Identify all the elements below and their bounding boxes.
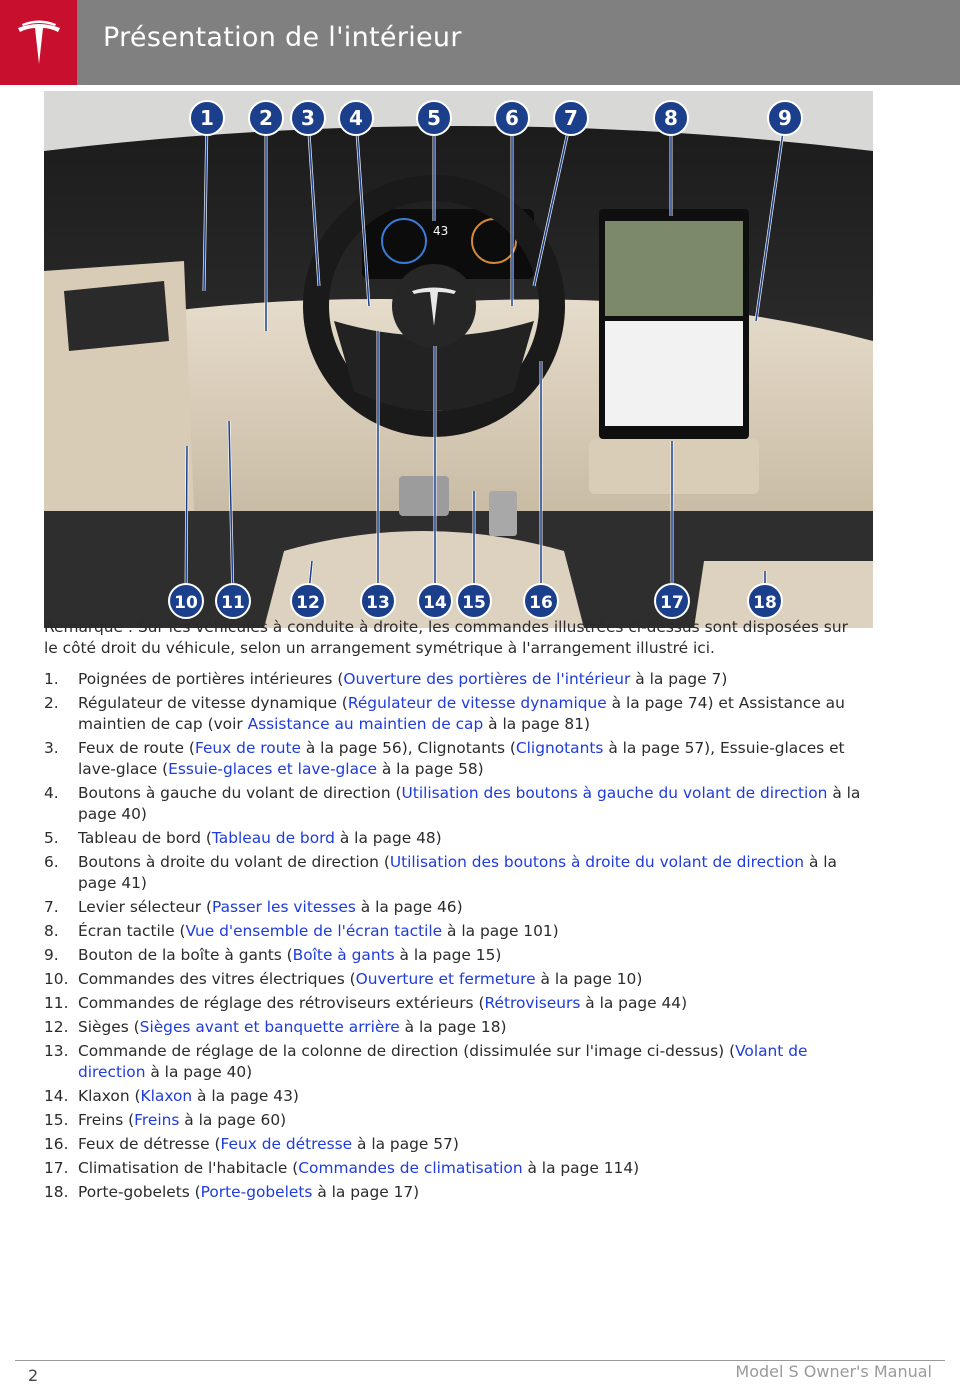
list-item-text: à la page 40) <box>145 1063 253 1081</box>
callout-number: 6 <box>505 106 519 130</box>
list-item-number: 18. <box>44 1183 69 1201</box>
list-item-text: Feux de détresse ( <box>78 1135 221 1153</box>
list-item-text: Sièges ( <box>78 1018 140 1036</box>
list-item <box>44 1110 864 1131</box>
list-item-number: 2. <box>44 694 59 712</box>
list-item-text: Commandes des vitres électriques ( <box>78 970 356 988</box>
callout-number: 7 <box>564 106 578 130</box>
list-item-text: à la page 57), Essuie-glaces et lave-glace ( <box>78 739 845 778</box>
cross-reference-link[interactable]: Ouverture et fermeture <box>355 970 536 988</box>
list-item-text: Boutons à gauche du volant de direction ( <box>78 784 402 802</box>
cross-reference-link[interactable]: Assistance au maintien de cap <box>247 715 484 733</box>
list-item <box>44 783 864 825</box>
cross-reference-link[interactable]: Volant de direction <box>78 1042 808 1081</box>
list-item-text: Bouton de la boîte à gants ( <box>78 946 293 964</box>
callout-number: 1 <box>200 106 214 130</box>
list-item-number: 13. <box>44 1042 69 1060</box>
callout-number: 15 <box>462 593 486 613</box>
list-item <box>44 852 864 894</box>
cross-reference-link[interactable]: Sièges avant et banquette arrière <box>139 1018 400 1036</box>
list-item-number: 17. <box>44 1159 69 1177</box>
list-item-text: à la page 60) <box>179 1111 287 1129</box>
tesla-logo-icon <box>14 18 64 68</box>
page-header <box>0 0 960 85</box>
list-item-text: Tableau de bord ( <box>78 829 212 847</box>
note-paragraph: Remarque : Sur les véhicules à conduite à droite, les commandes illustrées ci-dessus sont disposées sur le côté droit du véhicule, selon un arrangement symétrique à l'arrangement illustré ici. <box>44 618 848 657</box>
list-item-text: Porte-gobelets ( <box>78 1183 201 1201</box>
list-item-text: à la page 44) <box>580 994 688 1012</box>
list-item-text: à la page 15) <box>394 946 502 964</box>
list-item <box>44 1182 864 1203</box>
callout-number: 9 <box>778 106 792 130</box>
list-item-number: 3. <box>44 739 59 757</box>
callout-number: 10 <box>174 593 198 613</box>
cross-reference-link[interactable]: Clignotants <box>515 739 604 757</box>
list-item-text: Régulateur de vitesse dynamique ( <box>78 694 348 712</box>
list-item <box>44 693 864 735</box>
list-item-number: 5. <box>44 829 59 847</box>
list-item-text: à la page 10) <box>535 970 643 988</box>
list-item <box>44 969 864 990</box>
dashboard-image <box>44 91 873 628</box>
cross-reference-link[interactable]: Freins <box>134 1111 180 1129</box>
list-item-text: à la page 58) <box>376 760 484 778</box>
callout-number: 17 <box>660 593 684 613</box>
list-item-text: à la page 46) <box>355 898 463 916</box>
content-body <box>44 617 864 1206</box>
list-item-text: à la page 57) <box>352 1135 459 1153</box>
list-item <box>44 1086 864 1107</box>
list-item-text: Levier sélecteur ( <box>78 898 213 916</box>
callout-number: 13 <box>366 593 390 613</box>
cluster-speed: 43 <box>433 224 449 238</box>
list-item-text: Feux de route ( <box>78 739 195 757</box>
list-item-text: à la page 114) <box>522 1159 640 1177</box>
list-item-number: 9. <box>44 946 59 964</box>
list-item-text: Écran tactile ( <box>78 922 186 940</box>
cross-reference-link[interactable]: Feux de route <box>194 739 301 757</box>
cross-reference-link[interactable]: Tableau de bord <box>211 829 335 847</box>
list-item-text: à la page 56), Clignotants ( <box>300 739 516 757</box>
list-item-text: à la page 41) <box>78 853 837 892</box>
callout-number: 2 <box>259 106 273 130</box>
list-item-text: à la page 40) <box>78 784 861 823</box>
list-item <box>44 1017 864 1038</box>
callout-leader-line <box>186 446 187 601</box>
list-item-text: à la page 81) <box>483 715 590 733</box>
cross-reference-link[interactable]: Porte-gobelets <box>200 1183 313 1201</box>
cross-reference-link[interactable]: Utilisation des boutons à droite du volant de direction <box>389 853 805 871</box>
callout-number: 11 <box>221 593 245 613</box>
list-item <box>44 1134 864 1155</box>
cross-reference-link[interactable]: Utilisation des boutons à gauche du volant de direction <box>401 784 828 802</box>
list-item-number: 10. <box>44 970 69 988</box>
callout-number: 3 <box>301 106 315 130</box>
callout-number: 14 <box>423 593 447 613</box>
list-item-text: à la page 7) <box>630 670 728 688</box>
list-item-number: 11. <box>44 994 69 1012</box>
cross-reference-link[interactable]: Régulateur de vitesse dynamique <box>347 694 607 712</box>
cross-reference-link[interactable]: Commandes de climatisation <box>298 1159 523 1177</box>
list-item-number: 7. <box>44 898 59 916</box>
list-item <box>44 993 864 1014</box>
cross-reference-link[interactable]: Rétroviseurs <box>484 994 581 1012</box>
list-item-text: à la page 18) <box>399 1018 507 1036</box>
list-item-text: à la page 101) <box>442 922 559 940</box>
cross-reference-link[interactable]: Vue d'ensemble de l'écran tactile <box>185 922 443 940</box>
list-item-text: à la page 74) et Assistance au maintien de cap (voir <box>78 694 845 733</box>
list-item-text: à la page 43) <box>192 1087 299 1105</box>
cross-reference-link[interactable]: Boîte à gants <box>292 946 395 964</box>
manual-title: Model S Owner's Manual <box>735 1362 932 1381</box>
cross-reference-link[interactable]: Feux de détresse <box>220 1135 353 1153</box>
cross-reference-link[interactable]: Passer les vitesses <box>212 898 356 916</box>
list-item <box>44 921 864 942</box>
list-item <box>44 945 864 966</box>
list-item-text: Commandes de réglage des rétroviseurs extérieurs ( <box>78 994 485 1012</box>
tesla-logo <box>0 0 77 85</box>
list-item <box>44 738 864 780</box>
list-item-text: Commande de réglage de la colonne de direction (dissimulée sur l'image ci-dessus) ( <box>78 1042 736 1060</box>
list-item <box>44 897 864 918</box>
list-item <box>44 669 864 690</box>
list-item-text: à la page 48) <box>334 829 442 847</box>
list-item-text: Boutons à droite du volant de direction ( <box>78 853 390 871</box>
list-item-number: 15. <box>44 1111 69 1129</box>
list-item <box>44 828 864 849</box>
list-item-number: 8. <box>44 922 59 940</box>
callout-number: 16 <box>529 593 553 613</box>
cross-reference-link[interactable]: Klaxon <box>140 1087 193 1105</box>
list-item-text: Freins ( <box>78 1111 135 1129</box>
callout-number: 18 <box>753 593 777 613</box>
list-item-text: Klaxon ( <box>78 1087 141 1105</box>
page-number: 2 <box>28 1366 39 1385</box>
list-item-number: 16. <box>44 1135 69 1153</box>
callout-number: 5 <box>427 106 441 130</box>
component-list <box>44 669 864 1203</box>
list-item-number: 12. <box>44 1018 69 1036</box>
list-item-text: Climatisation de l'habitacle ( <box>78 1159 299 1177</box>
list-item-number: 6. <box>44 853 59 871</box>
interior-illustration <box>44 91 873 628</box>
list-item-number: 4. <box>44 784 59 802</box>
cross-reference-link[interactable]: Essuie-glaces et lave-glace <box>168 760 377 778</box>
list-item-text: à la page 17) <box>312 1183 420 1201</box>
callout-number: 8 <box>664 106 678 130</box>
cross-reference-link[interactable]: Ouverture des portières de l'intérieur <box>343 670 631 688</box>
page-title: Présentation de l'intérieur <box>103 22 462 53</box>
list-item <box>44 1158 864 1179</box>
callout-number: 4 <box>349 106 363 130</box>
list-item <box>44 1041 864 1083</box>
list-item-text: Poignées de portières intérieures ( <box>78 670 344 688</box>
footer-divider <box>15 1360 945 1361</box>
callout-number: 12 <box>296 593 320 613</box>
list-item-number: 1. <box>44 670 59 688</box>
list-item-number: 14. <box>44 1087 69 1105</box>
